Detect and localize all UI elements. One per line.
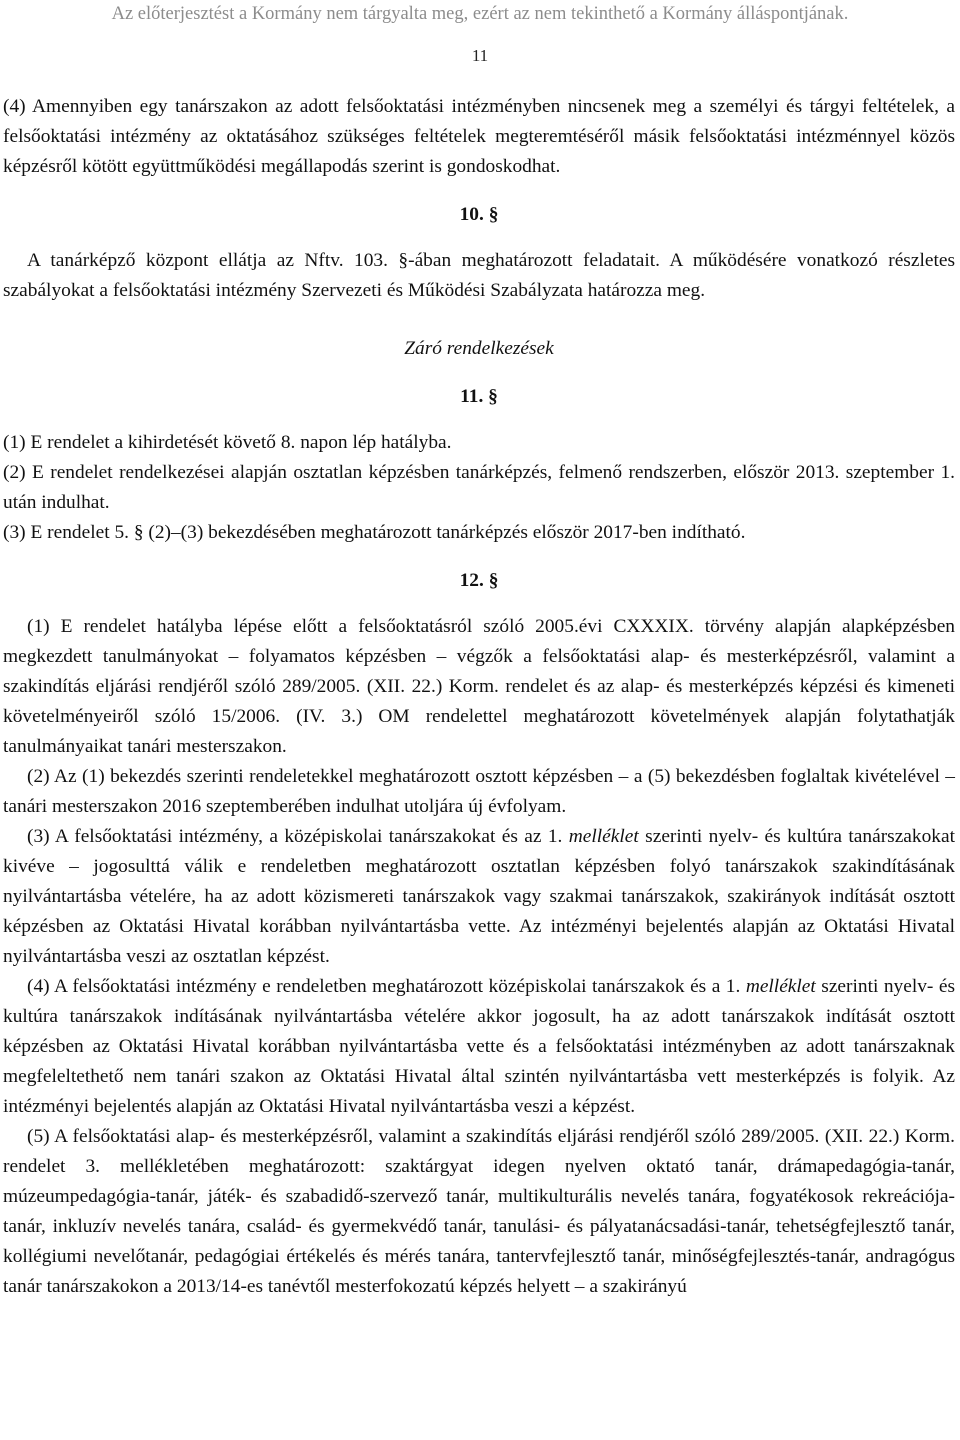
section-12-paragraph-3: (3) A felsőoktatási intézmény, a középiskolai tanárszakokat és az 1. melléklet szerinti nyelv- és kultúra tanárszakokat kivéve – jogosulttá válik e rendeletben meghatározott osztatlan képzésben folyó tanárszakok szakindításának nyilvántartásba vételére, ha az adott közismereti tanárszakok vagy szakmai tanárszakok, szakirányok indítását osztott képzésben az Oktatási Hivatal korábban nyilvántartásba vette. Az intézményi bejelentés alapján az Oktatási Hivatal nyilvántartásba veszi az osztatlan képzést.	[3, 826, 955, 967]
page-number: 11	[471, 46, 489, 65]
section-11-paragraph-3: (3) E rendelet 5. § (2)–(3) bekezdésében meghatározott tanárképzés először 2017-ben indítható.	[3, 522, 746, 543]
section-10-text: A tanárképző központ ellátja az Nftv. 103. §-ában meghatározott feladatait. A működésére vonatkozó részletes szabályokat a felsőoktatási intézmény Szervezeti és Működési Szabályzata határozza meg.	[3, 250, 955, 301]
section-11-paragraph-1: (1) E rendelet a kihirdetését követő 8. napon lép hatályba.	[3, 432, 452, 453]
section-12-paragraph-2: (2) Az (1) bekezdés szerinti rendeletekkel meghatározott osztott képzésben – a (5) bekezdésben foglaltak kivételével – tanári mesterszakon 2016 szeptemberében indulhat utoljára új évfolyam.	[3, 766, 955, 817]
section-12-paragraph-5: (5) A felsőoktatási alap- és mesterképzésről, valamint a szakindítás eljárási rendjéről szóló 289/2005. (XII. 22.) Korm. rendelet 3. mellékletében meghatározott: szaktárgyat idegen nyelven oktató tanár, drámapedagógia-tanár, múzeumpedagógia-tanár, játék- és szabadidő-szervező tanár, multikulturális nevelés tanára, fogyatékosok rekreációja-tanár, inkluzív nevelés tanára, család- és gyermekvédő tanár, tanulási- és pályatanácsadási-tanár, tehetségfejlesztő tanár, kollégiumi nevelőtanár, pedagógiai értékelés és mérés tanára, tantervfejlesztő tanár, minőségfejlesztés-tanár, andragógus tanár tanárszakokon a 2013/14-es tanévtől mesterfokozatú képzés helyett – a szakirányú	[3, 1126, 955, 1297]
section-10-heading: 10. §	[459, 204, 499, 225]
section-12-paragraph-4: (4) A felsőoktatási intézmény e rendeletben meghatározott középiskolai tanárszakok és a 1. melléklet szerinti nyelv- és kultúra tanárszakok indításának nyilvántartásba vételére akkor jogosult, ha az adott tanárszakok indítását osztott képzésben az Oktatási Hivatal korábban nyilvántartásba vette és a felsőoktatási intézményben az adott tanárszaknak megfeleltethető nem tanári szakon az Oktatási Hivatal által szintén nyilvántartásba vett mesterképzés is folyik. Az intézményi bejelentés alapján az Oktatási Hivatal nyilvántartásba veszi a képzést.	[3, 976, 955, 1117]
section-11-heading: 11. §	[460, 386, 498, 407]
page-header-notice: Az előterjesztést a Kormány nem tárgyalta meg, ezért az nem tekinthető a Kormány álláspontjának.	[111, 4, 849, 24]
final-provisions-title: Záró rendelkezések	[404, 338, 554, 359]
paragraph-4: (4) Amennyiben egy tanárszakon az adott felsőoktatási intézményben nincsenek meg a személyi és tárgyi feltételek, a felsőoktatási intézmény az oktatásához szükséges feltételek megteremtéséről másik felsőoktatási intézménnyel közös képzésről kötött együttműködési megállapodás szerint is gondoskodhat.	[3, 96, 955, 177]
section-12-paragraph-1: (1) E rendelet hatályba lépése előtt a felsőoktatásról szóló 2005.évi CXXXIX. törvény alapján alapképzésben megkezdett tanulmányokat – folyamatos képzésben – végzők a felsőoktatási alap- és mesterképzésről, valamint a szakindítás eljárási rendjéről szóló 289/2005. (XII. 22.) Korm. rendelet és az alap- és mesterképzés képzési és kimeneti követelményeiről szóló 15/2006. (IV. 3.) OM rendelettel meghatározott követelmények alapján folytathatják tanulmányaikat tanári mesterszakon.	[3, 616, 955, 757]
section-12-heading: 12. §	[459, 570, 499, 591]
section-11-paragraph-2: (2) E rendelet rendelkezései alapján osztatlan képzésben tanárképzés, felmenő rendszerben, először 2013. szeptember 1. után indulhat.	[3, 462, 955, 513]
document-body	[3, 92, 955, 1302]
